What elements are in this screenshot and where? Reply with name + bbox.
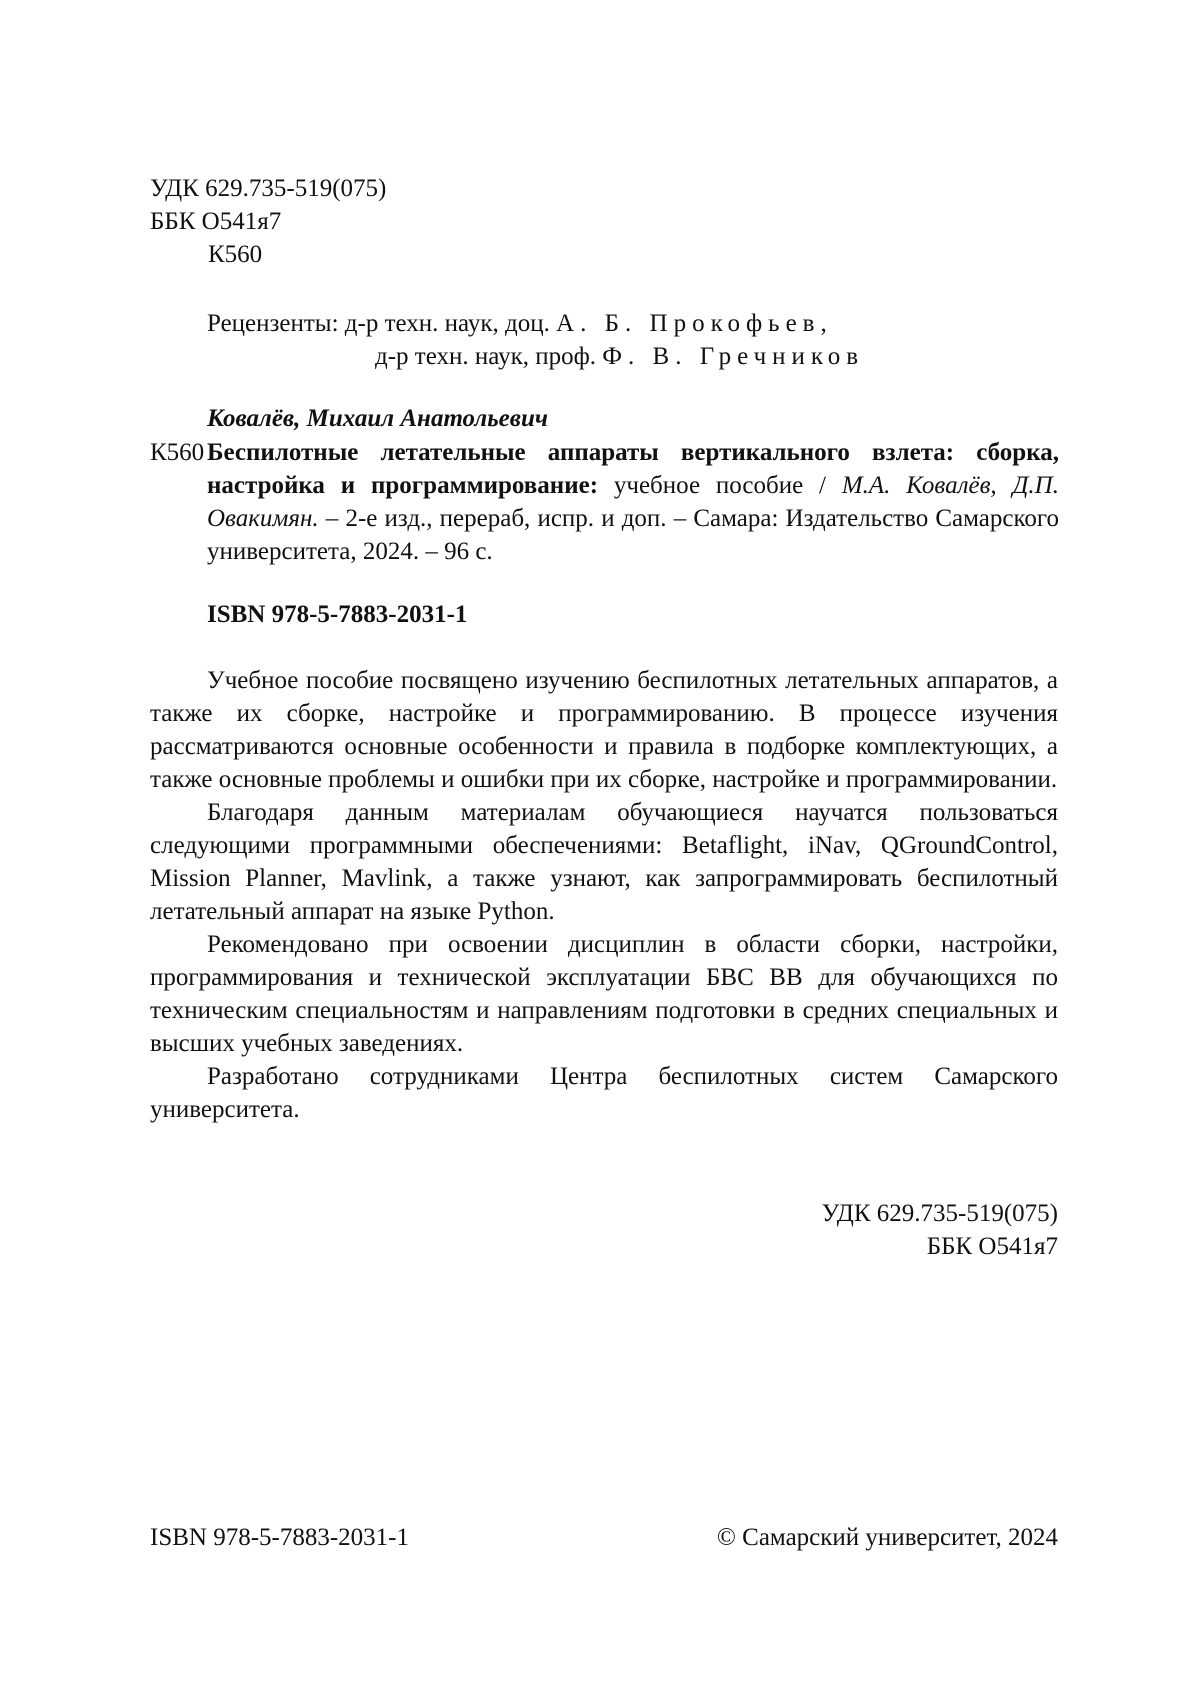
footer-isbn: ISBN 978-5-7883-2031-1: [150, 1524, 410, 1551]
footer-udc-code: УДК 629.735-519(075): [821, 1200, 1058, 1227]
abstract-paragraph: Благодаря данным материалам обучающиеся научатся пользоваться следующими программными обеспечениями: Betaflight, iNav, QGroundControl, Mission Planner, Mavlink, а также узнают, как запрограммировать беспилотный летательный аппарат на языке Python.: [150, 799, 1058, 925]
edition-info: – 2-е изд., перераб, испр. и доп. – Самара: Издательство Самарского университета, 2024. – 96 с.: [207, 505, 1059, 565]
reviewer-2-title: д-р техн. наук, проф.: [375, 343, 597, 370]
author-mark: К560: [208, 241, 263, 268]
reviewer-1-name: А. Б. Прокофьев,: [556, 310, 833, 337]
abstract: [150, 664, 1058, 1126]
book-title: Беспилотные летательные аппараты вертикального взлета: сборка, настройка и программирование:: [207, 439, 1059, 499]
book-authors: М.А. Ковалёв, Д.П. Овакимян.: [207, 472, 1059, 532]
reviewer-line-1: [207, 307, 864, 340]
publication-type: учебное пособие /: [598, 472, 842, 499]
reviewers-label: Рецензенты:: [207, 310, 339, 337]
reviewer-1-title: д-р техн. наук, доц.: [344, 310, 550, 337]
abstract-paragraph: Разработано сотрудниками Центра беспилотных систем Самарского университета.: [150, 1063, 1058, 1123]
author-heading: Ковалёв, Михаил Анатольевич: [207, 405, 548, 432]
reviewer-2-name: Ф. В. Гречников: [602, 343, 865, 370]
udc-code: УДК 629.735-519(075): [150, 175, 387, 202]
footer-bbk-code: ББК О541я7: [926, 1233, 1058, 1260]
catalog-block: [150, 172, 386, 271]
abstract-paragraph: Учебное пособие посвящено изучению беспилотных летательных аппаратов, а также их сборке, настройке и программированию. В процессе изучения рассматриваются основные особенности и правила в подборке комплектующих, а также основные проблемы и ошибки при их сборке, настройке и программировании.: [150, 667, 1058, 793]
copyright-notice: © Самарский университет, 2024: [716, 1524, 1058, 1551]
reviewer-line-2: [207, 340, 864, 373]
abstract-paragraph: Рекомендовано при освоении дисциплин в области сборки, настройки, программирования и технической эксплуатации БВС ВВ для обучающихся по техническим специальностям и направлениям подготовки в средних специальных и высших учебных заведениях.: [150, 931, 1058, 1057]
bibliographic-description: [207, 436, 1059, 568]
bbk-code: ББК О541я7: [150, 208, 282, 235]
footer-catalog-block: [822, 1197, 1058, 1263]
reviewers-block: [207, 307, 864, 373]
isbn-line: ISBN 978-5-7883-2031-1: [207, 601, 468, 628]
biblio-mark: К560: [150, 439, 205, 466]
